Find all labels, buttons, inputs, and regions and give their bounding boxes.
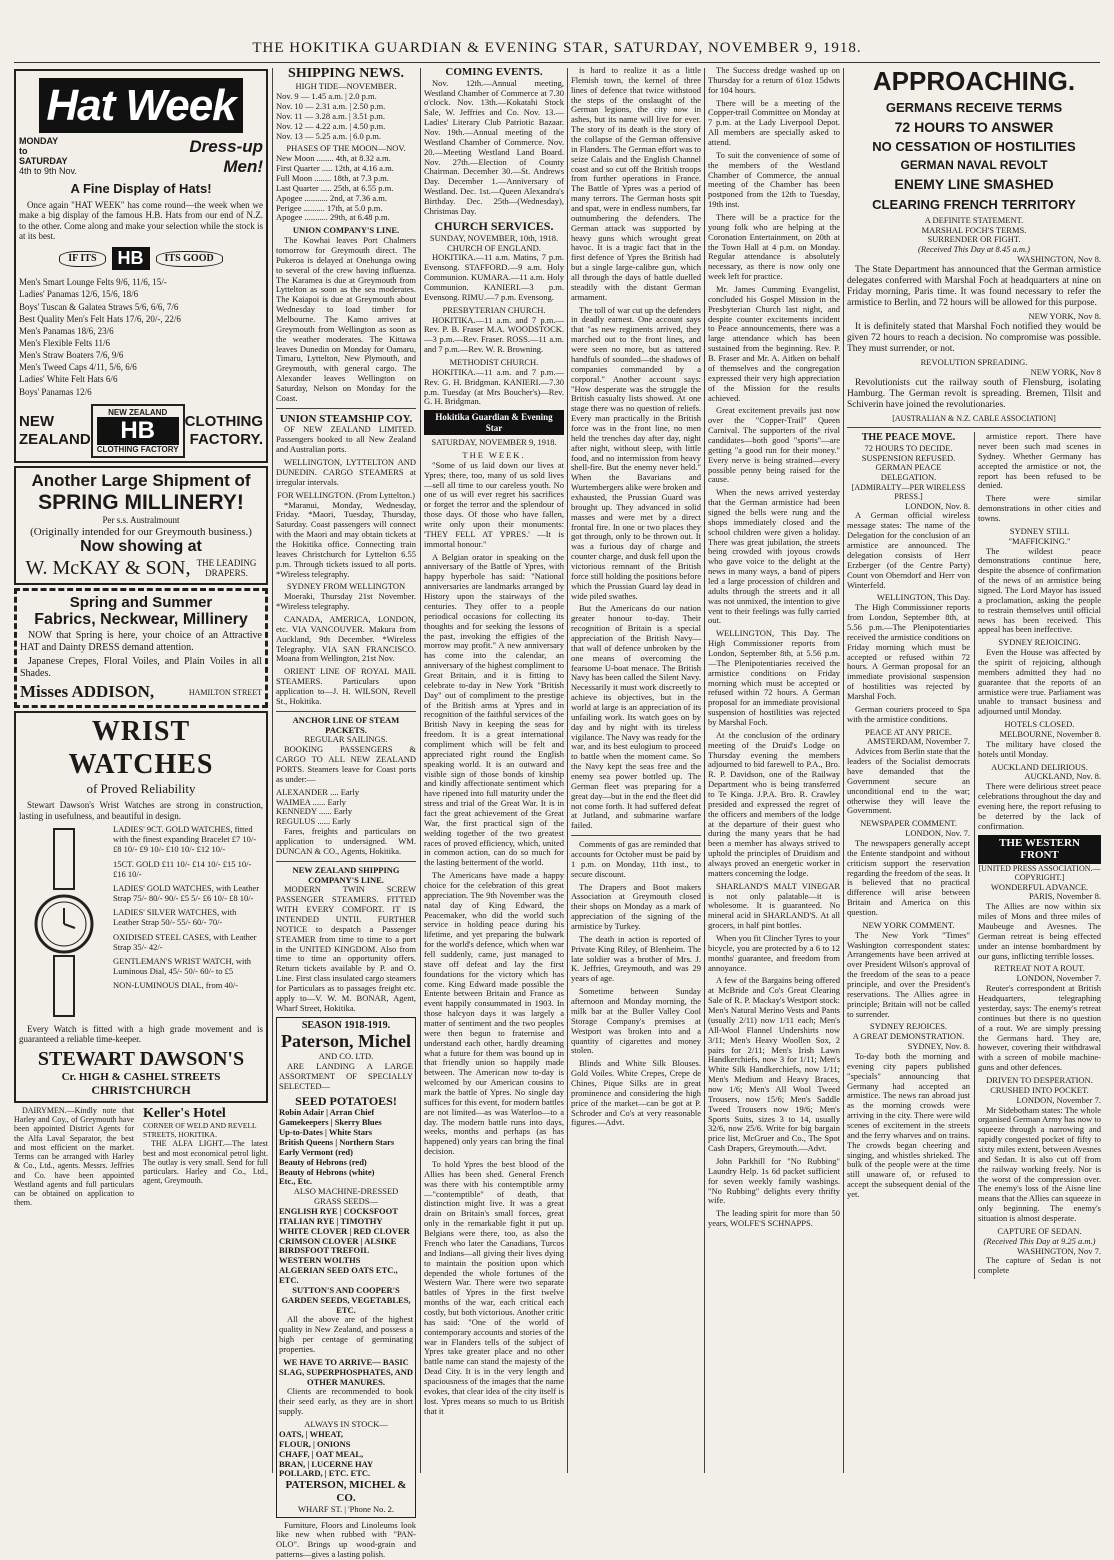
war-news-left xyxy=(847,432,970,1203)
presbyterian-title: PRESBYTERIAN CHURCH. xyxy=(442,304,546,315)
approaching-headline: APPROACHING. xyxy=(872,66,1076,96)
subhead: PEACE AT ANY PRICE. xyxy=(865,726,952,737)
the-week-p3: To hold Ypres the best blood of the Allies has been shed. General French was there with his contemptible army—"contemptible" of death, that distinction might live. It was a great drain on Britain's small forces, great only in the remarkable fight it put up. Belgians were there, too, as also the French who later the Canadians, Turcos and Indians—all giving their lives dying to maintain the position upon which depended the whole fortunes of the Western War. There were two separate battles of Ypres in the first twelve months of the war, each critical each costly, but both victorious. Another critic has said: "One of the world of contemporary accounts and stories of the war in Flanders tells of the subject of Ypres take greater place and no other battle name can stand the majesty of the Dead City. It is in the very length and spaciousness of the images that the name evokes, that clear idea of the city itself is lost. Ypres means so much to us British that it xyxy=(424,1159,564,1416)
column-rule xyxy=(567,68,568,1473)
list-item: FLOUR, | ONIONS xyxy=(279,1438,351,1449)
list-item: WESTERN WOLTHS xyxy=(279,1255,361,1266)
the-week-quote: "Some of us laid down our lives at Ypres; there, too, many of us sold lives—sell all time to our careless youth. No one of us will ever regret his sacrifices or forget the terror and the splendour of those days. Of those who have fallen, write only upon their monuments: 'THEY FELL AT YPRES.' —It is immortal honour." xyxy=(424,459,564,549)
paragraph: There will be a practice for the young folk who are helping at the Coronation Entertainment, on 20th at the Town Hall at 4 p.m. on Monday. Regular attendance is absolutely necessary, as there is now only one week left for practice. xyxy=(708,212,840,282)
paragraph: A few of the Bargains being offered at McBride and Co's Great Clearing Sale of R. P. Mackay's Westport stock: Men's Natural Merino Vests and Pants (usually 2/11) now 1/11 each; Men's All-Wool Flannel Undershirts now 3/11; Men's Heavy Woollen Sox, 2 pairs for 2/11; Men's Irish Lawn Handkerchiefs, now 3 for 1/11; Men's White Silk Handkerchiefs, now 1/11; Men's Medium and Heavy Braces, now 1/6; Men's All Wool Tweed Trousers, now 15/6; Men's Saddle Tweed Trousers now 19/6; Men's Sports Suits, sizes 3 to 14, usually 32/6, now 25/6. Write for big bargain price list, McGruer and Co., The Spot Cash Drapers, Greymouth.—Advt. xyxy=(708,975,840,1154)
paragraph: Great excitement prevails just now over the "Copper-Trail" Queen Carnival. The supporters of the rival candidates—both good "sports"—are getting "a good run for their money." Every nerve is being strained—every possible penny being raised for the cause. xyxy=(708,405,840,485)
list-item: Beauty of Hebrons (red) xyxy=(279,1156,367,1167)
paragraph: It is definitely stated that Marshal Foch notified they would be given 72 hours to reach a decision. No compromise was possible. They must surrender, or not. xyxy=(847,321,1101,355)
high-tide-title: HIGH TIDE—NOVEMBER. xyxy=(295,81,397,92)
subhead: THE PEACE MOVE. xyxy=(861,432,956,444)
masthead-rule xyxy=(14,62,1100,63)
list-item: ALGERIAN SEED OATS ETC., ETC. xyxy=(279,1265,398,1286)
paragraph: John Parkhill for "No Rubbing" Laundry Help. 1s 6d packet sufficient for seven weekly family washings. "No Rubbing" delights every thrifty wife. xyxy=(708,1155,840,1206)
ads-column xyxy=(14,66,268,1476)
clients-note: Clients are recommended to book their seed early, as they are in short supply. xyxy=(279,1386,413,1417)
stewart-dawson-firm: STEWART DAWSON'S xyxy=(37,1047,245,1070)
list-item: BIRDSFOOT TREFOIL xyxy=(279,1245,370,1256)
paragraph: The military have closed the hotels until Monday. xyxy=(978,738,1101,759)
sydney-title: SYDNEY FROM WELLINGTON xyxy=(286,581,406,592)
millinery-note: (Originally intended for our Greymouth business.) xyxy=(30,525,252,538)
paragraph: But the Americans do our nation greater honour to-day. Their recognition of Britain is a special appreciation of the British Navy—that wall of defence unbroken by the one means of overcoming the fearsome U-boat menace. The British Navy has been called the Silent Navy. Necessarily it must work discreetly to achieve its objectives, but in the world at large is an appreciation of its unfailing work. Its watch goes on by day and by night with its tireless vigilance. The Navy was ready for the war, and its best eulogium to proceed to battle when the moment came. So the Navy kept the seas free and the enemy sea power bottled up. The German fleet was preparing for a great day—but in the end the fleet did not come forth. It had suffered defeat at Jutland, and submarine warfare failed. xyxy=(571,603,701,831)
list-item: LADIES' 9CT. GOLD WATCHES, fitted with the finest expanding Bracelet £7 10/- £8 10/- £9 10/- £10 10/- £12 10/- xyxy=(113,823,257,855)
fabrics-body: NOW that Spring is here, your choice of an Attractive HAT and Dainty DRESS demand attention. xyxy=(20,630,262,653)
sydney-body: Moeraki, Thursday 21st November. *Wireless telegraphy. xyxy=(276,591,416,612)
subhead: HOTELS CLOSED. xyxy=(1004,719,1075,730)
dateline: AUCKLAND, Nov. 8. xyxy=(1024,771,1101,782)
church-services-title: CHURCH SERVICES. xyxy=(434,218,554,233)
subhead: 72 HOURS TO DECIDE. xyxy=(864,442,953,453)
list-item: Men's Tweed Caps 4/11, 5/6, 6/6 xyxy=(19,362,137,373)
paragraph: Blinds and White Silk Blouses. Gold Voiles. White Crepes, Crepe de Chines, Pique Silks are in great prominence and considering the high price of the market—can be got at P. Schroder and Co's at very reasonable figures.—Advt. xyxy=(571,1058,701,1128)
hat-week-ad xyxy=(14,69,268,463)
paragraph: The leading spirit for more than 50 years, WOLFE'S SCHNAPPS. xyxy=(708,1208,840,1229)
masthead: THE HOKITIKA GUARDIAN & EVENING STAR, SATURDAY, NOVEMBER 9, 1918. xyxy=(252,40,862,56)
millinery-headline: SPRING MILLINERY! xyxy=(38,490,244,514)
list-item: Men's Straw Boaters 7/6, 9/6 xyxy=(19,350,124,361)
millinery-ad xyxy=(14,466,268,585)
addison-firm: Misses ADDISON, xyxy=(20,682,155,702)
list-item: Ladies' White Felt Hats 6/6 xyxy=(19,374,118,385)
list-item: NON-LUMINOUS DIAL, from 40/- xyxy=(113,980,239,991)
dairymen-notice: DAIRYMEN.—Kindly note that Harley and Coy., of Greymouth have been appointed District Agents for the Alfa Laval Separator, the best and most efficient on the market. Terms can be arranged with Harley & Co., Ltd., agents. Messrs. Jeffries and Co. have been appointed Westland agents and full particulars can be obtained on application to them. xyxy=(14,1105,134,1208)
subhead: A GREAT DEMONSTRATION. xyxy=(852,1031,965,1042)
dateline: LONDON, Nov. 8. xyxy=(905,500,970,511)
list-item: KENNEDY ...... Early xyxy=(276,806,353,817)
union-line-title: UNION COMPANY'S LINE. xyxy=(292,225,400,236)
subhead: A DEFINITE STATEMENT. xyxy=(924,214,1024,225)
dateline: LONDON, Nov. 7. xyxy=(905,828,970,839)
are-landing: ARE LANDING A LARGE ASSORTMENT OF SPECIALLY SELECTED— xyxy=(279,1060,413,1091)
fabrics-title: Spring and Summer xyxy=(69,594,213,612)
list-item: Men's Smart Lounge Felts 9/6, 11/6, 15/- xyxy=(19,277,167,288)
paterson-michel-ad xyxy=(276,1017,416,1518)
paragraph: The Allies are now within six miles of Mons and three miles of Maubeuge and Avesnes. The German retreat is being effected under an intense bombardment by our guns, inflicting terrible losses. xyxy=(978,901,1101,961)
paragraph: The wildest peace demonstrations continue here, despite the absence of confirmation of the news of an armistice being signed. The Lord Mayor has issued a proclamation, asking the people to restrain themselves until official news has been received. This appeal has been ineffective. xyxy=(978,545,1101,635)
list-item: ITALIAN RYE | TIMOTHY xyxy=(279,1215,383,1226)
list-item: Nov. 10 — 2.31 a.m. | 2.50 p.m. xyxy=(276,100,386,111)
subhead: MARSHAL FOCH'S TERMS. xyxy=(921,224,1027,235)
list-item: POLLARD, | ETC. ETC. xyxy=(279,1468,371,1479)
paragraph: The newspapers generally accept the Entente standpoint and without criticism support the reservation regarding the freedom of the seas. It is believed that no practical difference will arise between Britain and America on this question. xyxy=(847,837,970,917)
hat-intro: Once again "HAT WEEK" has come round—the week when we make a big display of the famous H.B. Hats from our end of N.Z. to the other. Come along and make your selection while the stock is at its best. xyxy=(19,199,263,241)
monday-label: MONDAY xyxy=(19,136,59,147)
list-item: 15CT. GOLD £11 10/- £14 10/- £15 10/- £16 10/- xyxy=(113,858,252,879)
paragraph: armistice report. There have never been such mad scenes in Sydney. Whether Germany has accepted the armistice or not, the report has been refused to be denied. xyxy=(978,431,1101,491)
column-rule xyxy=(420,68,421,1473)
in-stock-title: ALWAYS IN STOCK— xyxy=(304,1419,388,1430)
dateline: NEW YORK, Nov 8 xyxy=(1030,366,1101,377)
western-front-banner: THE WESTERN FRONT xyxy=(978,835,1101,865)
war-news-column xyxy=(847,66,1101,1476)
saturday-label: SATURDAY xyxy=(19,155,68,166)
list-item: ALEXANDER .... Early xyxy=(276,786,360,797)
pmc-address: WHARF ST. | 'Phone No. 2. xyxy=(297,1503,395,1514)
coe-body: HOKITIKA.—11 a.m. Matins, 7 p.m. Evensong. STAFFORD.—9 a.m. Holy Communion. KUMARA.—11 a.m. Holy Communion. KANIERI.—3 p.m. Evensong. RIMU.—7 p.m. Evensong. xyxy=(424,252,564,302)
booking-notice: BOOKING PASSENGERS & CARGO TO ALL NEW ZEALAND PORTS. Steamers leave for Coast ports as under:— xyxy=(276,744,416,784)
paragraph: When you fit Clincher Tyres to your bicycle, you are protected by a 6 to 12 months' guarantee, and freedom from annoyance. xyxy=(708,933,840,973)
column-rule xyxy=(704,68,705,1473)
list-item: OATS, | WHEAT, xyxy=(279,1428,344,1439)
men-label: Men! xyxy=(223,156,263,176)
mckay-firm: W. McKAY & SON, xyxy=(25,556,191,579)
fares-notice: Fares, freights and particulars on application to undersigned. WM. DUNCAN & CO., Agents, Hokitika. xyxy=(276,826,416,856)
now-showing: Now showing at xyxy=(80,538,202,556)
paper-date: SATURDAY, NOVEMBER 9, 1918. xyxy=(431,437,557,448)
list-item: CRIMSON CLOVER | ALSIKE xyxy=(279,1235,397,1246)
nzsc-body: MODERN TWIN SCREW PASSENGER STEAMERS. FITTED WITH EVERY COMFORT. IT IS INTENDED UNTIL FURTHER NOTICE to despatch a Passenger STEAMER from time to time to a port in the UNITED KINGDOM. Also from time to time an opportunity offers. Return tickets available by P. and O. Line. First class insulated cargo steamers for Particulars as to passages freight etc. apply to—V. W. M. BONAR, Agent, Wharf Street, Hokitika. xyxy=(276,884,416,1013)
list-item: Beauty of Hebrons (white) xyxy=(279,1166,375,1177)
hat-display-title: A Fine Display of Hats! xyxy=(70,180,212,196)
list-item: WHITE CLOVER | RED CLOVER xyxy=(279,1225,410,1236)
mckay-tag: THE LEADING DRAPERS. xyxy=(196,558,257,579)
dress-up-label: Dress-up xyxy=(189,137,263,157)
coming-events-body: Nov. 12th.—Annual meeting, Westland Chamber of Commerce at 7.30 o'clock. Nov. 13th.—Kokatahi Stock Sale, W. Jeffries and Co. Nov. 13.—Ladies' Literary Club Patriotic Bazaar. Nov. 19th.—Annual meeting of the Westland Chamber of Commerce. Nov. 20.—Meeting Westland Land Board. Nov. 27th.—Election of County Chairman. December 30.—St. Andrews Day. December 1.—Anniversary of Westland. Dec. 1st.—Queen Alexandra's Birthday. Dec. 25th—(Wednesday), Christmas Day. xyxy=(424,77,564,216)
subhead: REVOLUTION SPREADING. xyxy=(920,357,1028,368)
seed-potatoes-title: SEED POTATOES! xyxy=(295,1093,397,1108)
dateline: LONDON, November 7. xyxy=(1016,1094,1101,1105)
moon-phases-title: PHASES OF THE MOON—NOV. xyxy=(286,143,406,154)
hb-logo-large: HB xyxy=(97,417,179,445)
coe-title: CHURCH OF ENGLAND. xyxy=(447,242,541,253)
subhead: SUSPENSION REFUSED. xyxy=(861,452,956,463)
paragraph: There were delirious street peace celebrations throughout the day and evening here, the report refusing to be deterred by the lack of confirmation. xyxy=(978,781,1101,831)
subhead: SYDNEY REJOICING. xyxy=(998,637,1081,648)
list-item: Best Quality Men's Felt Hats 17/6, 20/-, 22/6 xyxy=(19,313,181,324)
watches-guarantee: Every Watch is fitted with a high grade movement and is guaranteed a reliable time-keeper. xyxy=(19,1023,263,1045)
list-item: Men's Panamas 18/6, 23/6 xyxy=(19,325,114,336)
paragraph: SHARLAND'S MALT VINEGAR is not only palatable—it is wholesome. It is guaranteed. No mineral acid in SHARLAND'S. At all grocers, in half pint bottles. xyxy=(708,880,840,931)
list-item: REGULUS ...... Early xyxy=(276,816,351,827)
watches-subtitle: of Proved Reliability xyxy=(86,781,196,797)
the-week-p1: A Belgian orator in speaking on the anniversary of the Battle of Ypres, with happy hyperbole has said: "National anniversaries are landmarks arranged by History upon the stairways of the centuries. They offer to a people periodical occasions for collecting its thoughts and for seeking the lessons of the past, invoking the effigies of the morrow may profit." A new anniversary has come into the calendar, an anniversary of the highest compliment to Great Britain, and it is fitting to celebrate to-day in New York "British Day" out of compliment to the prestige of the British arms at Ypres and in recognition of the faithful services of the British Navy in keeping the seas for freedom. It is a great international compliment which will be felt and appreciated right round the English speaking world. It is an outward and visible sign of those bonds of kinship and kindly affectionate sentiment which have ripened into full maturity under the stress and trial of the Great War. It is in fact the great achievement of the Great War, the first practical sign of the welding together of the two greatest races of proved efficiency, which, united in common action, can do so much for the lasting betterment of the world. xyxy=(424,551,564,868)
clothing-label: CLOTHING xyxy=(184,413,263,431)
canada-body: CANADA, AMERICA, LONDON, etc. VIA VANCOUVER. Makura from Auckland, 9th December. *Wireless Telegraphy. VIA SAN FRANCISCO. Moana from Wellington, 21st Nov. xyxy=(276,613,416,664)
headline: GERMANS RECEIVE TERMS xyxy=(885,100,1063,116)
list-item: Nov. 13 — 5.25 a.m. | 6.0 p.m. xyxy=(276,130,382,141)
cf-label: CLOTHING FACTORY xyxy=(96,444,179,454)
list-item: Boys' Tuscan & Galatea Straws 5/6, 6/6, 7/6 xyxy=(19,301,179,312)
paragraph: At the conclusion of the ordinary meeting of the Druid's Lodge on Thursday evening the members adjourned to bid farewell to P.A., Bro. R. P. Davidson, one of the Railway Department who is being transferred to Te Kinga. J.P.A. Bro. R. Crawley presided and expressed the regret of the officers and members of the lodge at the departure of their guest who during the many years that he had been a member has always strived to uphold the principles of Druidism and always proved an energetic worker in matters concerning the lodge. xyxy=(708,729,840,878)
factory-label: FACTORY. xyxy=(189,430,263,448)
dateline: MELBOURNE, November 8. xyxy=(999,728,1101,739)
watch-price-list xyxy=(113,824,263,995)
methodist-body: HOKITIKA.—11 a.m. and 7 p.m.—Rev. G. H. Bridgman. KANIERI.—7.30 p.m. Tuesday (at Mrs Boucher's)—Rev. G. H. Bridgman. xyxy=(424,366,564,407)
list-item: British Queens | Northern Stars xyxy=(279,1137,395,1147)
paragraph: To suit the convenience of some of the members of the Westland Chamber of Commerce, the annual meeting of the Chamber has been postponed from the 12th to Tuesday, 19th inst. xyxy=(708,149,840,210)
dateline: WASHINGTON, Nov 7. xyxy=(1017,1245,1101,1256)
union-steamship-title: UNION STEAMSHIP COY. xyxy=(279,412,413,425)
subhead: AUCKLAND DELIRIOUS. xyxy=(991,761,1088,772)
paragraph: There will be a meeting of the Copper-trail Committee on Monday at 7 p.m. at the Lady Liverpool Depot. All members are specially asked to attend. xyxy=(708,97,840,148)
credit: [UNITED PRESS ASSOCIATION.—COPYRIGHT.] xyxy=(978,864,1101,883)
and-co-label: AND CO. LTD. xyxy=(318,1051,374,1062)
headline: NO CESSATION OF HOSTILITIES xyxy=(872,139,1076,155)
paragraph: Mr Sidebotham states: The whole organised German Army has now to squeeze through a narrowing and rapidly congested pocket of fifty to sixty miles extent, between Avesnes and Sedan. It is also cut off from the railway working freely. Nor is the worst of the compression over. The enemy's loss of the Aisne line means that the Allies can squeeze in only beginning. The enemy's situation is almost desperate. xyxy=(978,1104,1101,1223)
column-rule xyxy=(272,68,273,1473)
season-label: SEASON 1918-1919. xyxy=(301,1019,391,1031)
shipping-title: SHIPPING NEWS. xyxy=(288,66,404,81)
for-wellington-title: FOR WELLINGTON. (From Lyttelton.) xyxy=(277,489,415,500)
dateline: LONDON, November 7. xyxy=(1016,973,1101,984)
paper-banner: Hokitika Guardian & Evening Star xyxy=(424,410,564,435)
list-item: First Quarter ..... 12th, at 4.16 a.m. xyxy=(276,163,394,174)
alfa-light-notice: THE ALFA LIGHT.—The latest best and most economical petrol light. The outlay is very small. Send for full particulars. Harley and Co., Ltd., agent, Greymouth. xyxy=(143,1139,268,1186)
coming-events-title: COMING EVENTS. xyxy=(445,66,543,78)
headline: 72 HOURS TO ANSWER xyxy=(894,119,1054,136)
subhead: SYDNEY STILL "MAFFICKING." xyxy=(1008,525,1071,546)
watches-intro: Stewart Dawson's Wrist Watches are strong in construction, lasting in usefulness, and beautiful in design. xyxy=(19,800,263,821)
list-item: Etc., Etc. xyxy=(279,1176,313,1187)
list-item: Full Moon ........ 18th, at 7.3 p.m. xyxy=(276,172,389,183)
paragraph: Revolutionists cut the railway south of Flensburg, isolating Hamburg. The German revolt is spreading. Bremen, Tilsit and Schiverin have joined the revolutionaries. xyxy=(847,377,1101,410)
new-label: NEW xyxy=(19,413,54,431)
paragraph: The New York "Times" Washington correspondent states: Arrangements have been arrived at over President Wilson's approval of the freedom of the seas to a peace principle, and over the President's reservations. The Allies agree in principle; Britain will not be called to surrender. xyxy=(847,929,970,1019)
subhead: WONDERFUL ADVANCE. xyxy=(990,881,1089,892)
headline: CLEARING FRENCH TERRITORY xyxy=(872,196,1076,212)
paragraph: German couriers proceed to Spa with the armistice conditions. xyxy=(847,703,970,724)
millinery-ship: Per s.s. Australmount xyxy=(102,515,180,526)
paragraph: There were similar demonstrations in other cities and towns. xyxy=(978,493,1101,523)
grass-seeds-title: ALSO MACHINE-DRESSED GRASS SEEDS— xyxy=(293,1186,399,1207)
anchor-line-title: ANCHOR LINE OF STEAM PACKETS. xyxy=(292,714,400,735)
panolo-ad: Furniture, Floors and Linoleums look like new when rubbed with "PAN-OLO". Brings up wood-grain and patterns—gives a lasting polish. xyxy=(276,1519,416,1560)
list-item: Boys' Panamas 12/6 xyxy=(19,386,92,397)
paragraph: is hard to realize it as a little Flemish town, the kernel of three lines of defence that twice withstood the steps of the onslaught of the German legions, the city now in ashes, but its name will live for ever. The story of its death is the story of the collapse of the German offensive in Flanders. The German effort was to seize Calais and the English Channel coast and so cut off the British troops from further operations in France. The Battle of Ypres was a period of many terrors. The German hosts spit and spat, were in endless numbers, far outnumbering the defenders. The German attack was supported by heavy guns which wrought great havoc. It is a tragic fact that in the first defence of Ypres the British had but a single large-calibre gun, which all through the days of battle duelled steadily with the distant German armament. xyxy=(571,65,701,302)
paragraph: Even the House was affected by the spirit of rejoicing, although members admitted they had no guarantee that the reports of an armistice were true. Parliament was unable to transact business and adjourned until Monday. xyxy=(978,647,1101,717)
dateline: WASHINGTON, Nov 8. xyxy=(1017,254,1101,265)
sunday-date: SUNDAY, NOVEMBER, 10th, 1918. xyxy=(429,232,559,243)
subhead: NEWSPAPER COMMENT. xyxy=(860,818,957,829)
fabrics-ad xyxy=(14,588,268,708)
stewart-dawson-city: CHRISTCHURCH xyxy=(91,1082,191,1097)
paragraph: The Success dredge washed up on Thursday for a return of 61oz 15dwts for 104 hours. xyxy=(708,65,840,95)
quality-note: All the above are of the highest quality in New Zealand, and possess a high per centage of germinating properties. xyxy=(279,1314,413,1355)
list-item: Gamekeepers | Skerry Blues xyxy=(279,1117,382,1128)
paragraph: WELLINGTON, This Day. The High Commissioner reports from London, September 8th, at 5.56 p.m.—The Plenipotentiaries received the armistice conditions on Friday morning which must be accepted or refused within 72 hours. A German proposal for an immediate provisional suspension of hostilities was rejected by Marshal Foch. xyxy=(708,628,840,727)
hat-week-logo: Hat Week xyxy=(39,78,243,133)
list-item: Robin Adair | Arran Chief xyxy=(279,1107,375,1118)
subhead: DRIVEN TO DESPERATION. xyxy=(986,1074,1093,1085)
list-item: CHAFF, | OAT MEAL, xyxy=(279,1448,364,1459)
paragraph: A German official wireless message states: The name of the Delegation for the conclusion of an armistice are announced. The delegation consists of Herr Erzberger (of the Centre Party) Count von Oberndorf and Herr von Winterfeld. xyxy=(847,510,970,590)
nz-label: NEW ZEALAND xyxy=(108,407,168,417)
dateline: AMSTERDAM, November 7. xyxy=(867,736,970,747)
for-wellington-body: *Maranui, Monday, Wednesday, Friday. *Maori, Tuesday, Thursday, Saturday. Coast passengers will connect with the Maori and may obtain tickets at the Hokitika office. Connecting train leaves Christchurch for Lyttelton 6.55 p.m. Through tickets issued to all ports. *Wireless telegraphy. xyxy=(276,499,416,579)
pmc-firm: PATERSON, MICHEL & CO. xyxy=(285,1479,407,1504)
the-week-title: THE WEEK. xyxy=(462,450,526,461)
column-rule xyxy=(843,68,844,1473)
nzsc-title: NEW ZEALAND SHIPPING COMPANY'S LINE. xyxy=(292,864,400,885)
article-column-4 xyxy=(571,66,701,1476)
to-arrive: WE HAVE TO ARRIVE— BASIC SLAG, SUPERPHOSPHATES, AND OTHER MANURES. xyxy=(279,1356,413,1387)
wellington-cargo: WELLINGTON, LYTTELTON AND DUNEDIN. CARGO STEAMERS at irregular intervals. xyxy=(276,457,416,487)
zealand-label: ZEALAND xyxy=(19,430,91,448)
dateline: PARIS, November 8. xyxy=(1029,891,1101,902)
addison-address: HAMILTON STREET xyxy=(188,687,262,697)
received-note: (Received This Day at 9.25 a.m.) xyxy=(983,1235,1096,1246)
list-item: Up-to-Dates | White Stars xyxy=(279,1127,373,1138)
list-item: GENTLEMAN'S WRIST WATCH, with Luminous Dial, 45/- 50/- 60/- to £5 xyxy=(113,956,252,977)
wrist-watches-ad xyxy=(14,711,268,1103)
subhead: SYDNEY REJOICES. xyxy=(869,1021,948,1032)
paragraph: The toll of war cut up the defenders in deadly earnest. One account says that "as new regiments arrived, they marched out to the front lines, and were seen no more, but as tattered handfuls of sounded—the shadows of companies commanded by a corporal." Another account says: "How desperate was the struggle the British casualty lists showed. At one stage there was no question of reliefs. Every man practically in the British force was in the front line, no men held the trenches day after day, night after night, without sleep, with little food, and no intermission from heavy shell-fire. But the enemy never held." When the Bavarians and Wurtembergers alike were broken and exhausted, the Prussian Guard was brought up. They advanced in solid masses and were met by a direct frontal fire. In one or two places they got through, only to be thrown out. It was a furious day of charge and counter charge, and dusk fell upon the victorious remnant of the British force still holding the positions before which the Prussian Guard lay dead in wide piled swathes. xyxy=(571,304,701,601)
sutton-seeds: SUTTON'S AND COOPER'S GARDEN SEEDS, VEGETABLES, ETC. xyxy=(281,1284,411,1315)
paragraph: The High Commissioner reports from London, September 8th, at 5.56 p.m.—The Plenipotentiaries received the armistice conditions on Friday morning which must be accepted or refused within 72 hours. A German proposal for an immediate provisional suspension of hostilities was rejected by Marshal Foch. xyxy=(847,602,970,701)
kellers-address: CORNER OF WELD AND REVELL STREETS, HOKITIKA. xyxy=(143,1120,257,1139)
to-label: to xyxy=(19,145,28,156)
subhead: RETREAT NOT A ROUT. xyxy=(994,963,1085,974)
association-credit: [AUSTRALIAN & N.Z. CABLE ASSOCIATION] xyxy=(892,413,1056,423)
list-item: Apogee ........... 2nd, at 7.36 a.m. xyxy=(276,192,387,203)
the-week-p2: The Americans have made a happy choice for the celebration of this great appreciation. The 9th November was the natal day of King Edward, the Peacemaker, who did the world such service in holding peace during his lifetime, and yet preparing the bulwark for the world's defence, which when war fell suddenly, came, just managed to stave off defeat and lay the first foundations for the victory which has come. King Edward made possible the Entente between Britain and France as event happily consummated in 1903. In those halcyon days it was largely a matter of sentiment and the two peoples were then begun to fraternise and understand each other, hardly dreaming what a future for them was bound up in that friendly union so happily made between. The American now to-day is welcomed by our American cousins to mark the battle of Ypres. No single day suffices for this event, for modern battles are not limited—as was Waterloo—to a day. The modern battle runs into days, weeks, months and perhaps (as has happened) only years can bring the final decision. xyxy=(424,870,564,1157)
its-good-label: ITS GOOD xyxy=(156,251,223,267)
editorial-column xyxy=(424,66,564,1476)
paragraph: When the news arrived yesterday that the German armistice had been signed the bells were rung and the shops immediately closed and the school children were given a holiday. There was great jubilation, the streets being crowded with joyous crowds who gave voice to the delight at the news in many ways, a band of pipers led a large procession of children and adults through the streets and it all was not unmixed, the intention to give vent to their feelings was fully carried out. xyxy=(708,487,840,626)
orient-line: ORIENT LINE OF ROYAL MAIL STEAMERS. Particulars upon application to—J. H. WILSON, Revell St., Hokitika. xyxy=(276,666,416,706)
headline: GERMAN NAVAL REVOLT xyxy=(900,157,1048,172)
kellers-hotel-title: Keller's Hotel xyxy=(143,1105,226,1121)
subhead: GERMAN PEACE DELEGATION. xyxy=(875,462,942,483)
paragraph: The capture of Sedan is not complete xyxy=(978,1255,1101,1276)
paragraph: The Drapers and Boot makers Association at Greymouth closed their shops on Monday as a mark of appreciation of the signing of the armistice by Turkey. xyxy=(571,881,701,932)
millinery-title: Another Large Shipment of xyxy=(31,471,251,491)
paragraph: The State Department has announced that the German armistice delegates conferred with Marshal Foch at headquarters at nine on Friday morning, Paris time. It was found necessary to refer the armistice to Berlin, and 72 hours will be allowed for this purpose. xyxy=(847,265,1101,309)
headline: ENEMY LINE SMASHED xyxy=(894,176,1054,193)
paragraph: The death in action is reported of Private King Riley, of Blenheim. The late soldier was a brother of Mrs. J. K. Jeffries, Greymouth, and was 29 years of age. xyxy=(571,933,701,984)
stewart-dawson-address: Cr. HIGH & CASHEL STREETS xyxy=(61,1071,221,1084)
presbyterian-body: HOKITIKA.—11 a.m. and 7 p.m.—Rev. P. B. Fraser M.A. WOODSTOCK.—3 p.m.—Rev. Fraser. ROSS.—11 a.m. and 7 p.m.—Rev. W. R. Browning. xyxy=(424,314,564,355)
hat-price-list xyxy=(19,276,263,397)
paragraph: Advices from Berlin state that the leaders of the Socialist democrats have demanded that the Government secure an unconditional end to the war; otherwise they will leave the Government. xyxy=(847,746,970,816)
subhead: CAPTURE OF SEDAN. xyxy=(997,1225,1082,1236)
list-item: Ladies' Panamas 12/6, 15/6, 18/6 xyxy=(19,289,139,300)
list-item: Apogee ........... 29th, at 6.48 p.m. xyxy=(276,212,390,223)
list-item: Perigee .......... 17th, at 5.0 p.m. xyxy=(276,202,383,213)
dates-label: 4th to 9th Nov. xyxy=(19,165,77,176)
wrist-watch-illustration xyxy=(19,824,109,1024)
hb-logo: HB xyxy=(112,247,150,270)
union-steamship-sub: OF NEW ZEALAND LIMITED. Passengers booked to all New Zealand and Australian ports. xyxy=(276,424,416,455)
dateline: SYDNEY, Nov. 8. xyxy=(907,1041,970,1052)
list-item: New Moon ........ 4th, at 8.32 a.m. xyxy=(276,153,391,164)
list-item: Last Quarter ..... 25th, at 6.55 p.m. xyxy=(276,182,394,193)
list-item: BRAN, | LUCERNE HAY xyxy=(279,1458,374,1469)
list-item: ENGLISH RYE | COCKSFOOT xyxy=(279,1206,398,1217)
fabrics-subtitle: Fabrics, Neckwear, Millinery xyxy=(34,611,248,629)
paragraph: Reuter's correspondent at British Headquarters, telegraphing yesterday, says: The enemy's retreat continues but there is no question of a rout. We are simply pressing the Germans hard. They are, however, covering their withdrawal with a screen of mobile machine-guns and other defences. xyxy=(978,983,1101,1073)
list-item: LADIES' SILVER WATCHES, with Leather Strap 50/- 55/- 60/- 70/- xyxy=(113,907,237,928)
paragraph: Mr. James Cumming Evangelist, concluded his Gospel Mission in the Presbyterian Church last night, and despite counter excitements incident to Peace announcements, there was a large attendance which has been sustained from the beginning. Rev. P. B. Fraser and Mr. A. Aitken on behalf of themselves and the congregation expressed their very high appreciation of the Mission for the results achieved. xyxy=(708,284,840,403)
article-column-5 xyxy=(708,66,840,1476)
watches-title: WRIST WATCHES xyxy=(68,716,214,780)
union-line-body: The Kowhai leaves Port Chalmers tomorrow for Greymouth direct. The Pukeroa is delayed at Onehunga owing to several of the crew having influenza. The Karamea is due at Greymouth from Lyttelton as soon as the sea moderates. The Kaiapoi is due at Greymouth about Wednesday to load timber for Melbourne. The Kamo arrives at Greymouth from Wellington as soon as the weather moderates. The Kittawa leaves Dunedin on Monday for Oamaru, Timaru, Lyttelton, New Plymouth, and Greymouth, with general cargo. The Alexander leaves Wellington on Saturday, Nelson on Monday for the Coast. xyxy=(276,235,416,403)
fabrics-body-2: Japanese Crepes, Floral Voiles, and Plain Voiles in all Shades. xyxy=(20,656,262,679)
war-news-right xyxy=(974,432,1101,1279)
list-item: LADIES' GOLD WATCHES, with Leather Strap 75/- 80/- 90/- £5 5/- £6 10/- £8 10/- xyxy=(113,882,260,904)
dateline: WELLINGTON, This Day. xyxy=(876,592,970,603)
methodist-title: METHODIST CHURCH. xyxy=(449,357,539,367)
list-item: Nov. 11 — 3.28 a.m. | 3.51 p.m. xyxy=(276,110,385,121)
paterson-title: Paterson, Michel xyxy=(281,1031,411,1052)
list-item: Early Vermont (red) xyxy=(279,1146,353,1157)
subhead: CRUSHED INTO POCKET. xyxy=(990,1084,1089,1095)
list-item: OXIDISED STEEL CASES, with Leather Strap 35/- 42/- xyxy=(113,931,257,952)
paragraph: Comments of gas are reminded that accounts for October must be paid by 1 p.m. on Monday, 11th inst., to secure discount. xyxy=(571,839,701,879)
shipping-column xyxy=(276,66,416,1560)
list-item: WAIMEA ...... Early xyxy=(276,796,346,807)
list-item: Nov. 9 — 1.45 a.m. | 2.0 p.m. xyxy=(276,91,377,102)
dateline: NEW YORK, Nov 8. xyxy=(1028,311,1101,322)
paragraph: To-day both the morning and evening city papers published "specials" announcing that Germany had accepted an armistice. The news ran abroad just as the morning crowds were arriving in the city. There were wild scenes of excitement in the streets and the ferry wharves and on trains. The crowds began cheering and singing, and whistles shrieked. The bulk of the people were at the time still unaware of, or refused to accept the subsequent denial of the yet. xyxy=(847,1051,970,1200)
if-its-label: IF ITS xyxy=(59,251,105,267)
list-item: Nov. 12 — 4.22 a.m. | 4.50 p.m. xyxy=(276,120,386,131)
credit: [ADMIRALTY—PER WIRELESS PRESS.] xyxy=(851,483,966,502)
received-note: (Received This Day at 8.45 a.m.) xyxy=(918,244,1030,255)
subhead: NEW YORK COMMENT. xyxy=(862,919,955,930)
paragraph: Sometime between Sunday afternoon and Monday morning, the milk bar at the Buller Valley Cool Storage Company's premises at Westport was broken into and a quantity of cigarettes and money stolen. xyxy=(571,986,701,1056)
subhead: SURRENDER OR FIGHT. xyxy=(927,234,1021,245)
regular-sailings: REGULAR SAILINGS. xyxy=(304,734,388,745)
list-item: Men's Flexible Felts 11/6 xyxy=(19,338,111,348)
